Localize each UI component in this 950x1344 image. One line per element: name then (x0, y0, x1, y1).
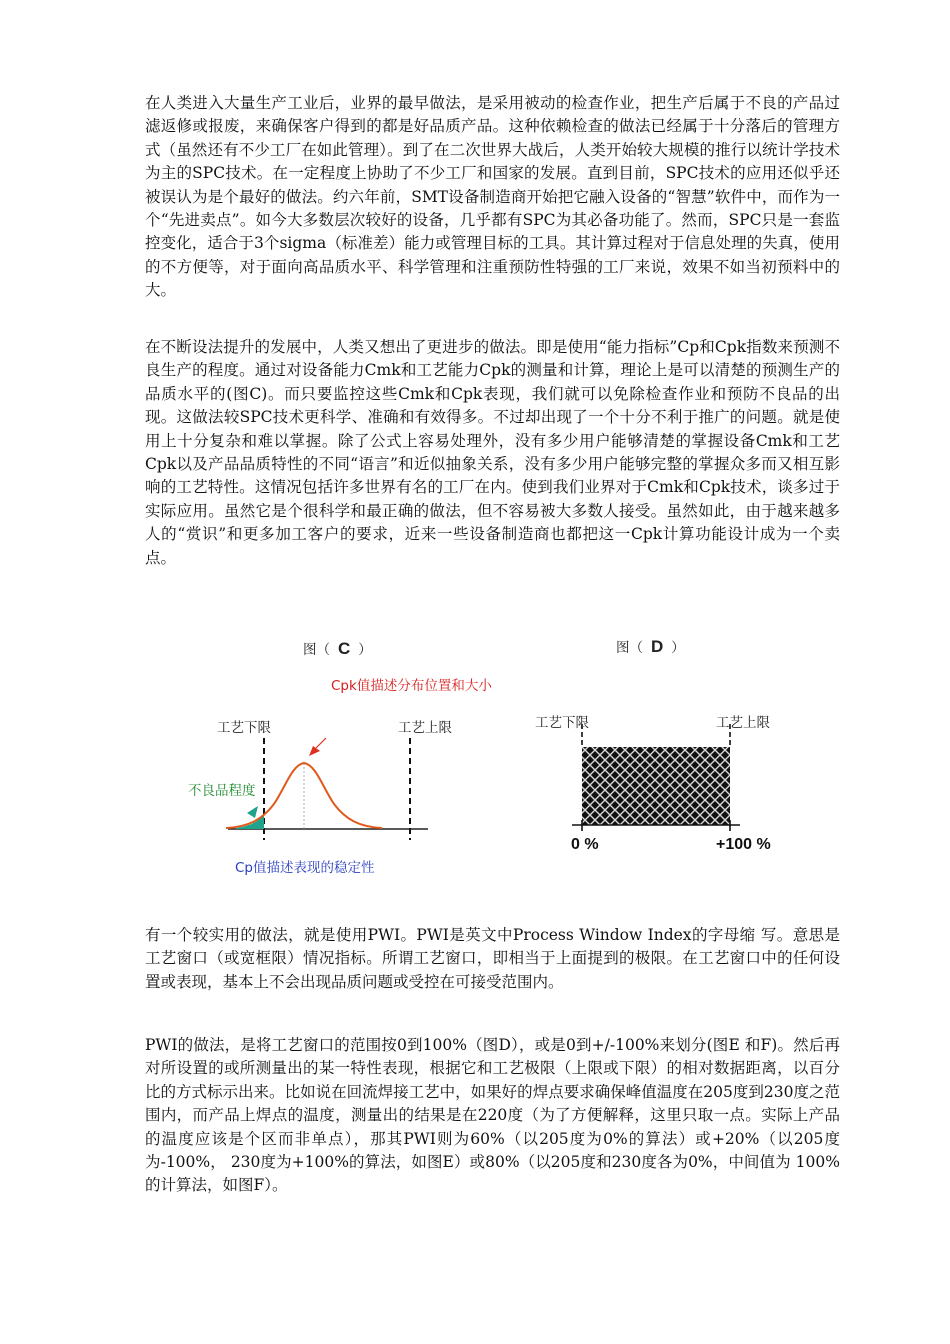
figure-d-chart (572, 724, 740, 831)
figure-c-defect-label: 不良品程度 (188, 783, 256, 799)
figure-d-lower-limit-label: 工艺下限 (535, 715, 589, 731)
paragraph-2: 在不断设法提升的发展中，人类又想出了更进步的做法。即是使用“能力指标”Cp和Cpk指数来预测不良生产的程度。通过对设备能力Cmk和工艺能力Cpk的测量和计算，理论上是可以清楚的预测生产的品质水平的(图C)。而只要监控这些Cmk和Cpk表现，我们就可以免除检查作业和预防不良品的出现。这做法较SPC技术更科学、准确和有效得多。不过却出现了一个十分不利于推广的问题。就是使用上十分复杂和难以掌握。除了公式上容易处理外，没有多少用户能够清楚的掌握设备Cmk和工艺Cpk以及产品品质特性的不同“语言”和近似抽象关系，没有多少用户能够完整的掌握众多而又相互影响的工艺特性。这情况包括许多世界有名的工厂在内。使到我们业界对于Cmk和Cpk技术，谈多过于实际应用。虽然它是个很科学和最正确的做法，但不容易被大多数人接受。虽然如此，由于越来越多人的“赏识”和更多加工客户的要求，近来一些设备制造商也都把这一Cpk计算功能设计成为一个卖点。 (145, 338, 840, 567)
figure-d-zero-percent: 0 % (571, 836, 599, 853)
figure-c-lower-limit-label: 工艺下限 (217, 720, 271, 736)
figures-drawing (0, 620, 950, 880)
figure-d-window-block (582, 747, 730, 825)
figure-c-red-arrow-icon (309, 746, 320, 756)
figure-c-cpk-label: Cpk值描述分布位置和大小 (331, 678, 492, 694)
figure-c-red-arrow-shaft (316, 738, 326, 748)
figure-c-cp-label: Cp值描述表现的稳定性 (235, 860, 375, 876)
figure-d-caption: 图（ D ） (616, 637, 685, 656)
figure-d-upper-limit-label: 工艺上限 (716, 715, 770, 731)
figure-c-upper-limit-label: 工艺上限 (398, 720, 452, 736)
figures-row (0, 620, 950, 880)
paragraph-4: PWI的做法，是将工艺窗口的范围按0到100%（图D），或是0到+/-100%来划分(图E 和F)。然后再对所设置的或所测量出的某一特性表现，根据它和工艺极限（上限或下限）的相对数据距离，以百分比的方式标示出来。比如说在回流焊接工艺中，如果好的焊点要求确保峰值温度在205度到230度之范围内，而产品上焊点的温度，测量出的结果是在220度（为了方便解释，这里只取一点。实际上产品的温度应该是个区而非单点），那其PWI则为60%（以205度为0%的算法）或+20%（以205度为-100%， 230度为+100%的算法，如图E）或80%（以205度和230度各为0%，中间值为 100%的计算法，如图F）。 (145, 1036, 840, 1195)
figure-c-green-arrow-icon (247, 806, 258, 818)
figure-c-caption: 图（ C ） (303, 639, 372, 658)
figure-c-chart (226, 738, 428, 840)
paragraph-3: 有一个较实用的做法，就是使用PWI。PWI是英文中Process Window Index的字母缩 写。意思是工艺窗口（或宽框限）情况指标。所谓工艺窗口，即相当于上面提到的极限。在工艺窗口中的任何设置或表现，基本上不会出现品质问题或受控在可接受范围内。 (145, 926, 840, 991)
figure-d-hundred-percent: +100 % (716, 836, 771, 853)
paragraph-1: 在人类进入大量生产工业后，业界的最早做法，是采用被动的检查作业，把生产后属于不良的产品过滤返修或报废，来确保客户得到的都是好品质产品。这种依赖检查的做法已经属于十分落后的管理方式（虽然还有不少工厂在如此管理）。到了在二次世界大战后，人类开始较大规模的推行以统计学技术为主的SPC技术。在一定程度上协助了不少工厂和国家的发展。直到目前，SPC技术的应用还似乎还被误认为是个最好的做法。约六年前，SMT设备制造商开始把它融入设备的“智慧”软件中，而作为一个“先进卖点”。如今大多数层次较好的设备，几乎都有SPC为其必备功能了。然而，SPC只是一套监控变化，适合于3个sigma（标准差）能力或管理目标的工具。其计算过程对于信息处理的失真，使用的不方便等，对于面向高品质水平、科学管理和注重预防性特强的工厂来说，效果不如当初预料中的大。 (145, 94, 840, 300)
